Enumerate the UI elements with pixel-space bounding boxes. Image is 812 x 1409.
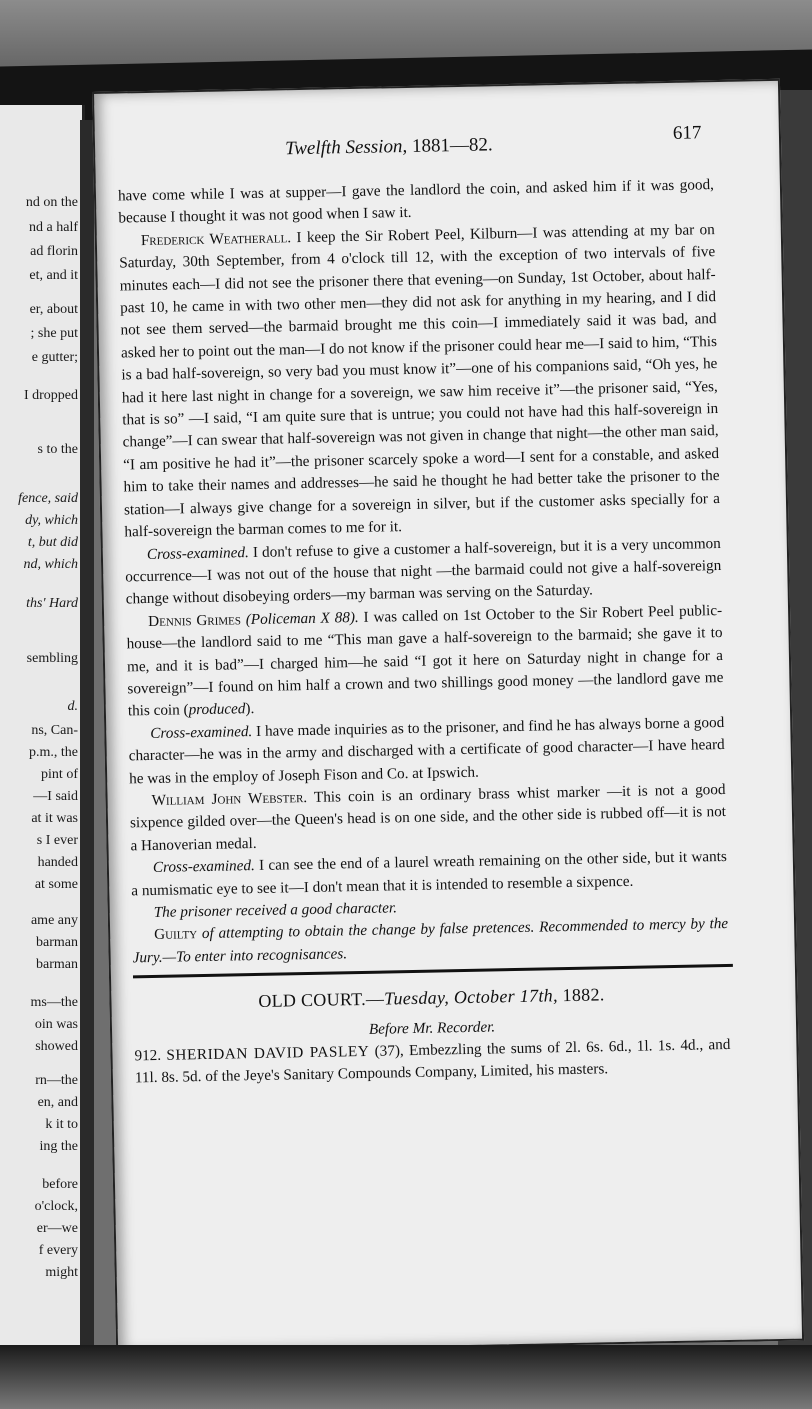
left-page-fragment: dy, which bbox=[25, 513, 78, 528]
verdict-label: Guilty bbox=[154, 925, 198, 944]
paragraph bbox=[129, 779, 726, 858]
testimony-text: I can see the end of a laurel wreath remaining on the other side, but it wants a numismatic eye to see it—I don't mean that it is intended to resemble a sixpence. bbox=[131, 848, 727, 899]
page-body bbox=[118, 174, 731, 1090]
testimony-text: I have made inquiries as to the prisoner, and find he has always borne a good character—he was in the army and discharged with a certificate of good character—I have heard he was in the employ of Joseph Fison and Co. at Ipswich. bbox=[128, 713, 725, 787]
session-label: Twelfth Session, bbox=[284, 135, 408, 160]
witness-name: Frederick Weatherall. bbox=[140, 229, 292, 249]
left-page-fragment: ame any bbox=[30, 913, 78, 928]
paragraph bbox=[125, 533, 722, 612]
court-name: OLD COURT.— bbox=[258, 988, 385, 1012]
left-page-fragment: before bbox=[42, 1177, 78, 1192]
left-page bbox=[0, 105, 85, 1360]
running-head bbox=[285, 134, 493, 160]
left-page-fragment: ad florin bbox=[30, 244, 78, 259]
testimony-text: I keep the Sir Robert Peel, Kilburn—I was attending at my bar on Saturday, 30th September, from 4 o'clock till 12, with the exception of two intervals of five minutes each—I did not see the prisoner there that evening—on Sunday, 1st October, about half-past 10, he came in with two other men—they did not ask for anything in my hearing, and I did not see them served—the barmaid brought me this coin—I immediately said it was bad, and asked her to point out the man—I do not know if the prisoner could hear me—I said to him, “This is a bad half-sovereign, so very bad you must know it”—one of his companions said, “Oh yes, he had it here last night in change for a sovereign, we saw him receive it”—the prisoner said, “Yes, that is so” —I said, “I am quite sure that is untrue; you could not have had this half-sovereign in change”—I can swear that half-sovereign was not given in change that night—the other man said, “I am positive he had it”—the prisoner scarcely spoke a word—I sent for a constable, and asked him to take their names and addresses—he said he thought he had better take the prisoner to the station—I always give change for a sovereign in silver, but if the customer asks specially for a half-sovereign the barman comes to me for it. bbox=[119, 220, 721, 541]
left-page-fragment: e gutter; bbox=[31, 350, 78, 365]
session-years: 1881—82. bbox=[407, 134, 493, 157]
left-page-fragment: ths' Hard bbox=[26, 596, 78, 611]
left-page-fragment: nd a half bbox=[29, 220, 78, 235]
left-page-fragment: ms—the bbox=[30, 995, 78, 1010]
testimony-text: I don't refuse to give a customer a half-sovereign, but it is a very uncommon occurrence—I was not out of the house that night —the barmaid could not give a half-sovereign change without disobeying orders—my barman was serving on the Saturday. bbox=[125, 534, 722, 608]
left-page-fragment: er, about bbox=[29, 302, 78, 317]
left-page-fragment: ing the bbox=[39, 1139, 78, 1154]
left-page-fragment: ns, Can- bbox=[31, 723, 78, 738]
left-page-fragment: barman bbox=[36, 935, 78, 950]
paragraph: have come while I was at supper—I gave the landlord the coin, and asked him if it was good, because I thought it was not good when I saw it. bbox=[117, 176, 715, 227]
court-year: 1882. bbox=[557, 984, 605, 1006]
cross-examined-label: Cross-examined. bbox=[150, 722, 253, 742]
left-page-fragment: at some bbox=[34, 877, 78, 892]
case-number: 912. bbox=[134, 1046, 162, 1065]
page-header bbox=[95, 122, 779, 172]
produced-label: produced bbox=[188, 700, 246, 719]
left-page-fragment: p.m., the bbox=[29, 745, 78, 760]
cross-examined-label: Cross-examined. bbox=[146, 543, 249, 563]
character-note: The prisoner received a good character. bbox=[153, 899, 398, 921]
witness-name: Dennis Grimes bbox=[148, 610, 242, 630]
left-page-fragment: er—we bbox=[36, 1221, 78, 1236]
testimony-text: I was called on 1st October to the Sir Robert Peel public-house—the landlord said to me “This man gave a half-sovereign to the barmaid; she gave it to me, and it is bad”—I charged him—he said “I got it here on Saturday night in change for a sovereign”—I found on him half a crown and two shillings good money —the landlord gave me this coin ( bbox=[126, 601, 724, 720]
left-page-fragment: s to the bbox=[37, 442, 78, 457]
left-page-fragment: might bbox=[45, 1265, 78, 1280]
left-page-fragment: fence, said bbox=[18, 491, 78, 506]
page-number: 617 bbox=[672, 122, 702, 144]
testimony-text-end: ). bbox=[245, 700, 255, 718]
left-page-fragment: f every bbox=[38, 1243, 78, 1258]
left-page-fragment: t, but did bbox=[27, 535, 78, 550]
testimony-text: This coin is an ordinary brass whist marker —it is not a good sixpence gilded over—the Queen's head is on one side, and the other side is rubbed off—it is not a Hanoverian medal. bbox=[129, 780, 727, 855]
left-page-fragment: s I ever bbox=[36, 833, 78, 848]
left-page-fragment: pint of bbox=[41, 767, 78, 782]
court-date: Tuesday, October 17th, bbox=[384, 985, 558, 1009]
presiding-judge: Before Mr. Recorder. bbox=[368, 1018, 496, 1038]
left-page-fragment: oin was bbox=[34, 1017, 78, 1032]
left-page-fragment: rn—the bbox=[35, 1073, 78, 1088]
left-page-fragment: at it was bbox=[31, 811, 78, 826]
court-section-heading bbox=[133, 981, 729, 1015]
left-page-fragment: showed bbox=[35, 1039, 78, 1054]
left-page-fragment: sembling bbox=[26, 651, 78, 666]
left-page-fragment: k it to bbox=[45, 1117, 78, 1132]
left-page-fragment: et, and it bbox=[29, 268, 78, 283]
paragraph bbox=[119, 219, 721, 544]
witness-name: William John Webster. bbox=[151, 788, 308, 809]
paragraph bbox=[128, 712, 725, 791]
defendant-name: SHERIDAN DAVID PASLEY bbox=[166, 1042, 370, 1064]
background-bottom bbox=[0, 1345, 812, 1409]
left-page-fragment: d. bbox=[67, 699, 78, 714]
left-page-fragment: handed bbox=[37, 855, 78, 870]
right-page bbox=[92, 79, 804, 1354]
verdict-text: of attempting to obtain the change by false pretences. Recommended to mercy by the Jury.—To enter into recognisances. bbox=[132, 915, 729, 967]
cross-examined-label: Cross-examined. bbox=[152, 857, 255, 877]
case-charge: (37), Embezzling the sums of 2l. 6s. 6d., 1l. 1s. 4d., and 11l. 8s. 5d. of the Jeye's Sanitary Compounds Company, Limited, his masters. bbox=[134, 1035, 731, 1087]
left-page-fragment: nd on the bbox=[25, 195, 78, 210]
left-page-fragment: nd, which bbox=[23, 557, 78, 572]
paragraph bbox=[126, 600, 724, 723]
left-page-fragment: I dropped bbox=[23, 388, 78, 403]
left-page-fragment: ; she put bbox=[30, 326, 78, 341]
left-page-fragment: en, and bbox=[37, 1095, 78, 1110]
left-page-fragment: barman bbox=[36, 957, 78, 972]
left-page-fragment: —I said bbox=[33, 789, 78, 804]
left-page-fragment: o'clock, bbox=[34, 1199, 78, 1214]
witness-role: (Policeman X 88). bbox=[240, 608, 359, 628]
book-gutter bbox=[80, 120, 94, 1360]
